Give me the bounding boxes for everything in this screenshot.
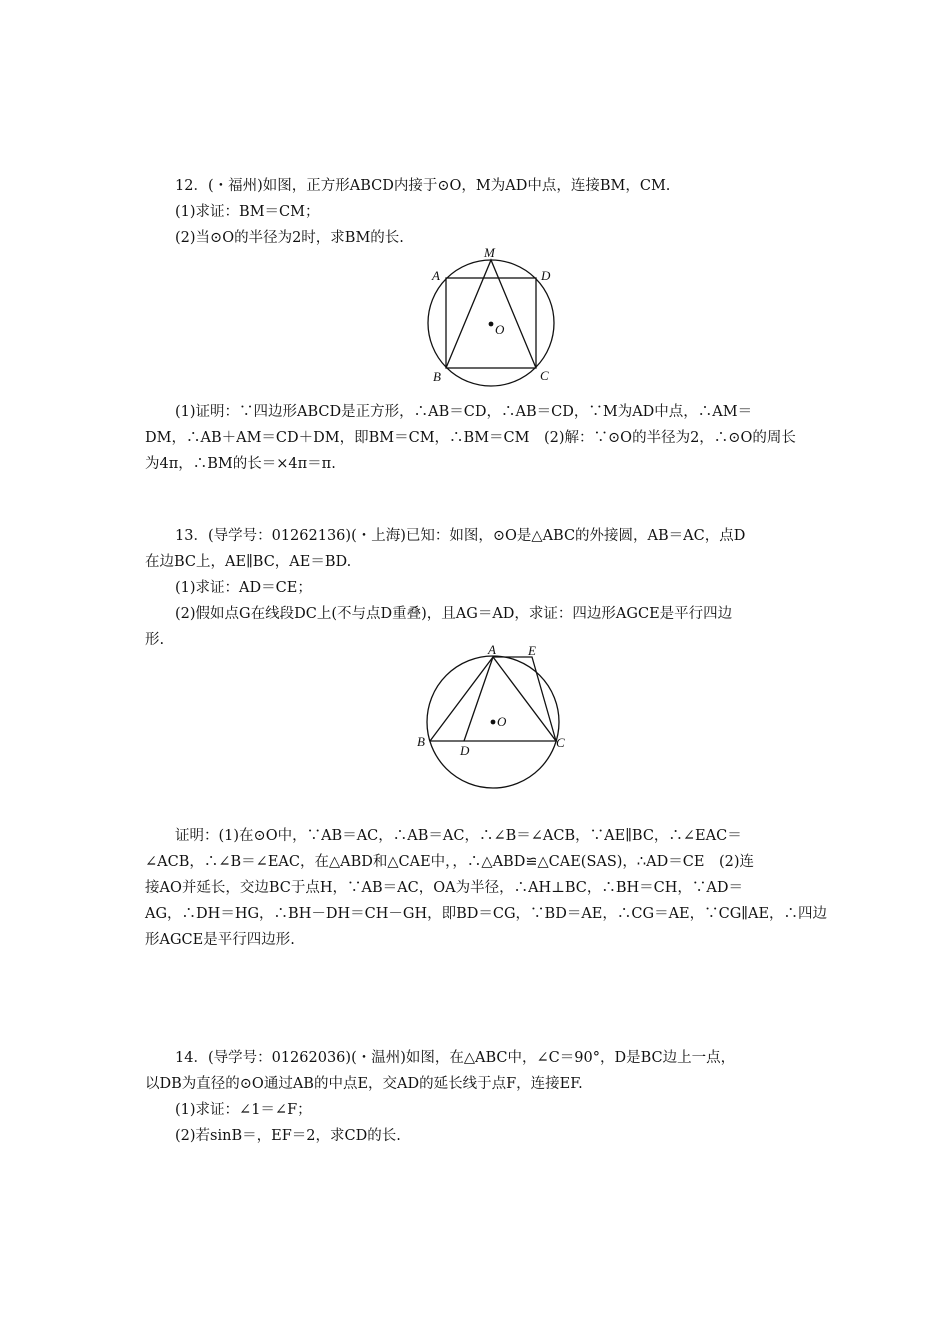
- q12-part1: (1)求证：BM＝CM；: [175, 204, 320, 220]
- q13-title-line1: 13．(导学号：01262136)(・上海)已知：如图，⊙O是△ABC的外接圆，AB＝AC，点D: [175, 528, 746, 544]
- q13-label-b: B: [417, 734, 425, 749]
- q12-label-d: D: [541, 268, 551, 283]
- q13-label-d: D: [460, 743, 470, 758]
- q13-label-o: O: [497, 714, 507, 729]
- q14-title-line1: 14．(导学号：01262036)(・温州)如图，在△ABC中，∠C＝90°，D是BC边上一点，: [175, 1050, 736, 1066]
- q13-solution-line1: 证明：(1)在⊙O中，∵AB＝AC，∴AB＝AC，∴∠B＝∠ACB，∵AE∥BC，∴∠EAC＝: [175, 828, 742, 844]
- q13-solution-line2: ∠ACB，∴∠B＝∠EAC，在△ABD和△CAE中，，∴△ABD≌△CAE(SAS)，∴AD＝CE (2)连: [145, 854, 754, 870]
- q13-label-a: A: [488, 642, 496, 657]
- q12-label-a: A: [432, 268, 440, 283]
- q12-triangle-bmc: [446, 260, 536, 368]
- q13-figure: [410, 640, 580, 792]
- q12-label-c: C: [540, 368, 549, 383]
- q12-figure: [415, 242, 575, 392]
- q12-solution-line3: 为4π，∴BM的长＝×4π＝π.: [145, 456, 336, 472]
- q14-part1: (1)求证：∠1＝∠F；: [175, 1102, 312, 1118]
- q13-solution-line4: AG，∴DH＝HG，∴BH－DH＝CH－GH，即BD＝CG，∵BD＝AE，∴CG＝AE，∵CG∥AE，∴四边: [145, 906, 828, 922]
- q12-solution-line2: DM，∴AB＋AM＝CD＋DM，即BM＝CM，∴BM＝CM (2)解：∵⊙O的半径为2，∴⊙O的周长: [145, 430, 796, 446]
- q12-title: 12．(・福州)如图，正方形ABCD内接于⊙O，M为AD中点，连接BM，CM.: [175, 178, 671, 194]
- q13-label-c: C: [556, 735, 565, 750]
- q12-part2: (2)当⊙O的半径为2时，求BM的长.: [175, 230, 404, 246]
- q13-part2-line2: 形.: [145, 632, 165, 648]
- q12-solution-line1: (1)证明：∵四边形ABCD是正方形，∴AB＝CD，∴AB＝CD，∵M为AD中点，∴AM＝: [175, 404, 753, 420]
- q14-title-line2: 以DB为直径的⊙O通过AB的中点E，交AD的延长线于点F，连接EF.: [145, 1076, 583, 1092]
- q13-title-line2: 在边BC上，AE∥BC，AE＝BD.: [145, 554, 352, 570]
- q14-part2: (2)若sinB＝，EF＝2，求CD的长.: [175, 1128, 401, 1144]
- q13-solution-line5: 形AGCE是平行四边形.: [145, 932, 295, 948]
- q13-center-dot: [491, 720, 496, 725]
- q12-label-o: O: [495, 322, 505, 337]
- q13-triangle-abc: [430, 657, 556, 741]
- q13-part2-line1: (2)假如点G在线段DC上(不与点D重叠)，且AG＝AD，求证：四边形AGCE是平行四边: [175, 606, 733, 622]
- q13-label-e: E: [528, 643, 536, 658]
- q13-part1: (1)求证：AD＝CE；: [175, 580, 312, 596]
- q12-label-m: M: [484, 245, 495, 260]
- q13-segment-ad: [464, 657, 493, 741]
- q12-center-dot: [489, 322, 494, 327]
- q13-solution-line3: 接AO并延长，交边BC于点H，∵AB＝AC，OA为半径，∴AH⊥BC，∴BH＝CH，∵AD＝: [145, 880, 743, 896]
- q12-label-b: B: [433, 369, 441, 384]
